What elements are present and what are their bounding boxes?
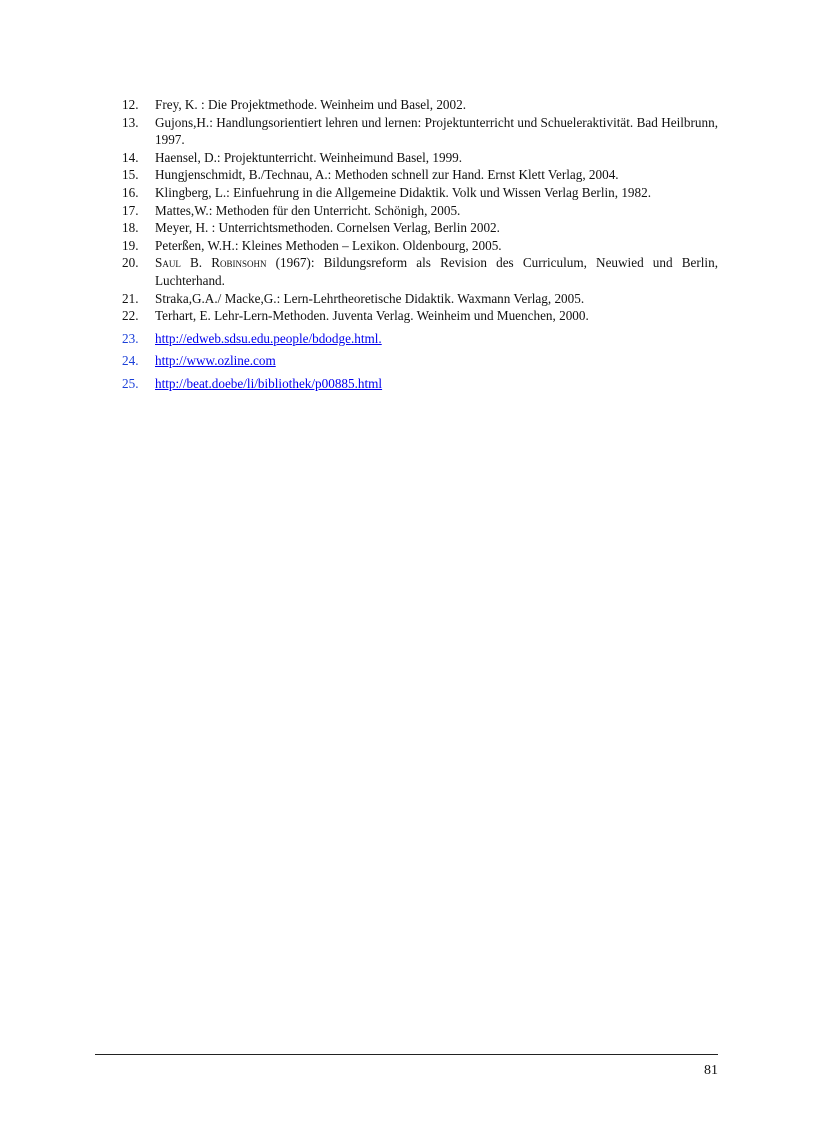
reference-text: Terhart, E. Lehr-Lern-Methoden. Juventa Verlag. Weinheim und Muenchen, 2000. <box>155 308 589 324</box>
reference-text: Meyer, H. : Unterrichtsmethoden. Cornelsen Verlag, Berlin 2002. <box>155 220 500 236</box>
reference-number: 14. <box>122 149 139 165</box>
reference-link[interactable]: http://beat.doebe/li/bibliothek/p00885.html <box>155 375 383 391</box>
reference-item <box>122 96 718 114</box>
reference-number: 23. <box>122 330 139 346</box>
reference-item <box>122 149 718 167</box>
reference-link-item <box>122 352 718 370</box>
reference-number: 20. <box>122 255 139 271</box>
reference-text: Hungjenschmidt, B./Technau, A.: Methoden schnell zur Hand. Ernst Klett Verlag, 2004. <box>155 167 619 183</box>
reference-list <box>122 96 718 393</box>
reference-item <box>122 254 718 289</box>
reference-item <box>122 290 718 308</box>
reference-item <box>122 184 718 202</box>
reference-item <box>122 219 718 237</box>
reference-number: 22. <box>122 308 139 324</box>
reference-author: Saul B. Robinsohn <box>155 255 267 271</box>
reference-number: 19. <box>122 237 139 253</box>
reference-text: Klingberg, L.: Einfuehrung in die Allgemeine Didaktik. Volk und Wissen Verlag Berlin, 1982. <box>155 184 652 200</box>
reference-link[interactable]: http://www.ozline.com <box>155 353 276 369</box>
reference-number: 12. <box>122 97 139 112</box>
reference-text: Peterßen, W.H.: Kleines Methoden – Lexikon. Oldenbourg, 2005. <box>155 237 502 253</box>
reference-text: Mattes,W.: Methoden für den Unterricht. Schönigh, 2005. <box>155 202 461 218</box>
reference-number: 18. <box>122 220 139 236</box>
footer-divider <box>95 1054 718 1055</box>
reference-link[interactable]: http://edweb.sdsu.edu.people/bdodge.html. <box>155 330 382 346</box>
reference-item <box>122 237 718 255</box>
reference-item <box>122 307 718 325</box>
reference-link-item <box>122 330 718 348</box>
reference-link-item <box>122 375 718 393</box>
reference-number: 16. <box>122 184 139 200</box>
reference-number: 17. <box>122 202 139 218</box>
reference-text: Haensel, D.: Projektunterricht. Weinheimund Basel, 1999. <box>155 149 463 165</box>
reference-item <box>122 166 718 184</box>
reference-number: 15. <box>122 167 139 183</box>
reference-number: 25. <box>122 375 139 391</box>
reference-text <box>155 254 718 289</box>
reference-number: 13. <box>122 114 139 130</box>
reference-text: Straka,G.A./ Macke,G.: Lern-Lehrtheoretische Didaktik. Waxmann Verlag, 2005. <box>155 290 585 306</box>
reference-number: 24. <box>122 353 139 369</box>
reference-item <box>122 114 718 149</box>
reference-text: Frey, K. : Die Projektmethode. Weinheim und Basel, 2002. <box>155 97 466 112</box>
reference-item <box>122 202 718 220</box>
reference-text-rest: (1967): Bildungsreform als Revision des Curriculum, Neuwied und Berlin, Luchterhand. <box>155 255 718 288</box>
page-number: 81 <box>704 1063 718 1078</box>
reference-text: Gujons,H.: Handlungsorientiert lehren und lernen: Projektunterricht und Schueleraktivität. Bad Heilbrunn, 1997. <box>155 114 718 148</box>
reference-number: 21. <box>122 290 139 306</box>
